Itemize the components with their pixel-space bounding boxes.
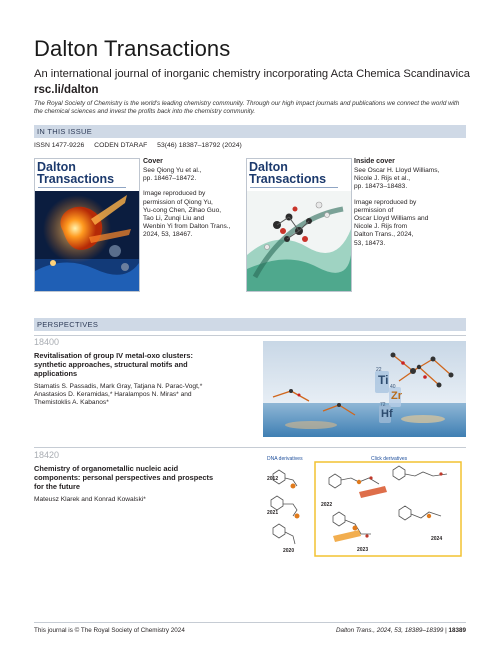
article-title-line: applications	[34, 369, 78, 378]
section-label: PERSPECTIVES	[37, 320, 99, 329]
article-page-number: 18420	[34, 450, 60, 460]
journal-subtitle: An international journal of inorganic chemistry incorporating Acta Chemica Scandinavica	[34, 68, 470, 80]
divider	[34, 447, 466, 448]
cover-credit-line: permission of Qiong Yu,	[143, 198, 213, 206]
inside-cover-rule	[250, 187, 338, 188]
article-authors	[34, 496, 254, 504]
cover-see-authors: See Qiong Yu et al.,	[143, 167, 202, 174]
year-label: 2022	[321, 502, 333, 508]
inside-cover-pages: pp. 18473–18483.	[354, 183, 408, 191]
cover-credit	[143, 190, 253, 239]
cover-see-line	[143, 167, 253, 183]
inside-cover-image[interactable]	[246, 158, 352, 292]
inside-cover-journal-name: Dalton Transactions	[249, 160, 327, 186]
footer-copyright: This journal is © The Royal Society of Chemistry 2024	[34, 627, 185, 634]
footer-page-number: 18389	[448, 627, 466, 634]
article-title-line: components: personal perspectives and prospects	[34, 473, 214, 482]
element-number: 40	[390, 384, 396, 390]
year-label: 2021	[267, 510, 279, 516]
inside-cover-see-authors: Nicole J. Rijs et al.,	[354, 175, 411, 183]
inside-cover-see-authors: See Oscar H. Lloyd Williams,	[354, 167, 440, 174]
author-line: Anastasios D. Keramidas,* Haralampos N. Miras* and	[34, 391, 192, 399]
inside-cover-caption	[354, 158, 466, 248]
cover-credit-line: Wenbin Yi from Dalton Trans.,	[143, 223, 231, 231]
inside-cover-credit-line: Dalton Trans., 2024,	[354, 231, 414, 239]
graphic-label-click: Click derivatives	[371, 456, 408, 462]
element-symbol-hf: Hf	[381, 408, 393, 420]
article-title-line: Chemistry of organometallic nucleic acid	[34, 464, 179, 473]
inside-cover-credit-line: 53, 18473.	[354, 239, 386, 247]
journal-title: Dalton Transactions	[34, 36, 231, 61]
footer-citation-text: Dalton Trans., 2024, 53, 18389–18399	[335, 627, 444, 634]
cover-image[interactable]	[34, 158, 140, 292]
inside-cover-see-line	[354, 167, 466, 192]
article-title-line: synthetic approaches, structural motifs and	[34, 360, 188, 369]
perspectives-bar	[34, 318, 466, 331]
footer-separator: |	[443, 627, 449, 634]
article-title-line: Revitalisation of group IV metal-oxo clusters:	[34, 351, 193, 360]
footer-rule	[34, 622, 466, 623]
year-label: 2012	[267, 476, 279, 482]
cover-rule	[38, 187, 126, 188]
year-label: 2023	[357, 547, 369, 553]
element-number: 72	[380, 402, 386, 408]
element-symbol-zr: Zr	[391, 390, 402, 402]
inside-cover-credit-line: permission of	[354, 206, 394, 214]
inside-cover-credit-line: Nicole J. Rijs from	[354, 223, 408, 231]
inside-cover-credit	[354, 199, 466, 248]
cover-heading: Cover	[143, 158, 163, 165]
author-line: Stamatis S. Passadis, Mark Gray, Tatjana N. Parac-Vogt,*	[34, 383, 203, 390]
article-title[interactable]	[34, 464, 254, 491]
author-line: Themistoklis A. Kabanos*	[34, 399, 109, 407]
year-label: 2024	[431, 536, 443, 542]
cover-credit-line: Image reproduced by	[143, 190, 206, 198]
issn: ISSN 1477-9226	[34, 142, 85, 149]
cover-credit-line: 2024, 53, 18467.	[143, 231, 193, 239]
article-authors	[34, 383, 254, 408]
graphic-label-dna: DNA derivatives	[267, 456, 303, 462]
inside-cover-credit-line: Image reproduced by	[354, 198, 417, 206]
year-label: 2020	[283, 548, 295, 554]
in-this-issue-bar	[34, 125, 466, 138]
article-graphic-metal-oxo[interactable]	[263, 341, 466, 437]
divider	[34, 335, 466, 336]
cover-pages: pp. 18467–18472.	[143, 175, 197, 183]
rsc-blurb: The Royal Society of Chemistry is the world's leading chemistry community. Through our high impact journals and publications we connect the world with the chemical sciences and invest the profits back into the chemistry community.	[34, 100, 460, 116]
cover-journal-name: Dalton Transactions	[37, 160, 115, 186]
footer-citation	[336, 627, 466, 634]
section-label: IN THIS ISSUE	[37, 127, 93, 136]
cover-credit-line: Tao Li, Zunqi Liu and	[143, 215, 205, 223]
element-symbol-ti: Ti	[378, 373, 389, 387]
inside-cover-credit-line: Oscar Lloyd Williams and	[354, 215, 429, 223]
coden: CODEN DTARAF	[94, 142, 148, 149]
cover-caption	[143, 158, 253, 240]
element-number: 22	[376, 367, 382, 373]
issue-meta	[34, 142, 250, 149]
article-page-number: 18400	[34, 337, 60, 347]
article-title-line: for the future	[34, 482, 80, 491]
journal-url[interactable]: rsc.li/dalton	[34, 84, 99, 96]
article-title[interactable]	[34, 351, 249, 378]
volume-pages: 53(46) 18387–18792 (2024)	[157, 142, 242, 149]
author-line: Mateusz Klarek and Konrad Kowalski*	[34, 496, 146, 503]
article-graphic-nucleic-acid[interactable]	[263, 456, 466, 558]
cover-credit-line: Yu-cong Chen, Zihao Guo,	[143, 206, 222, 214]
inside-cover-heading: Inside cover	[354, 158, 395, 165]
